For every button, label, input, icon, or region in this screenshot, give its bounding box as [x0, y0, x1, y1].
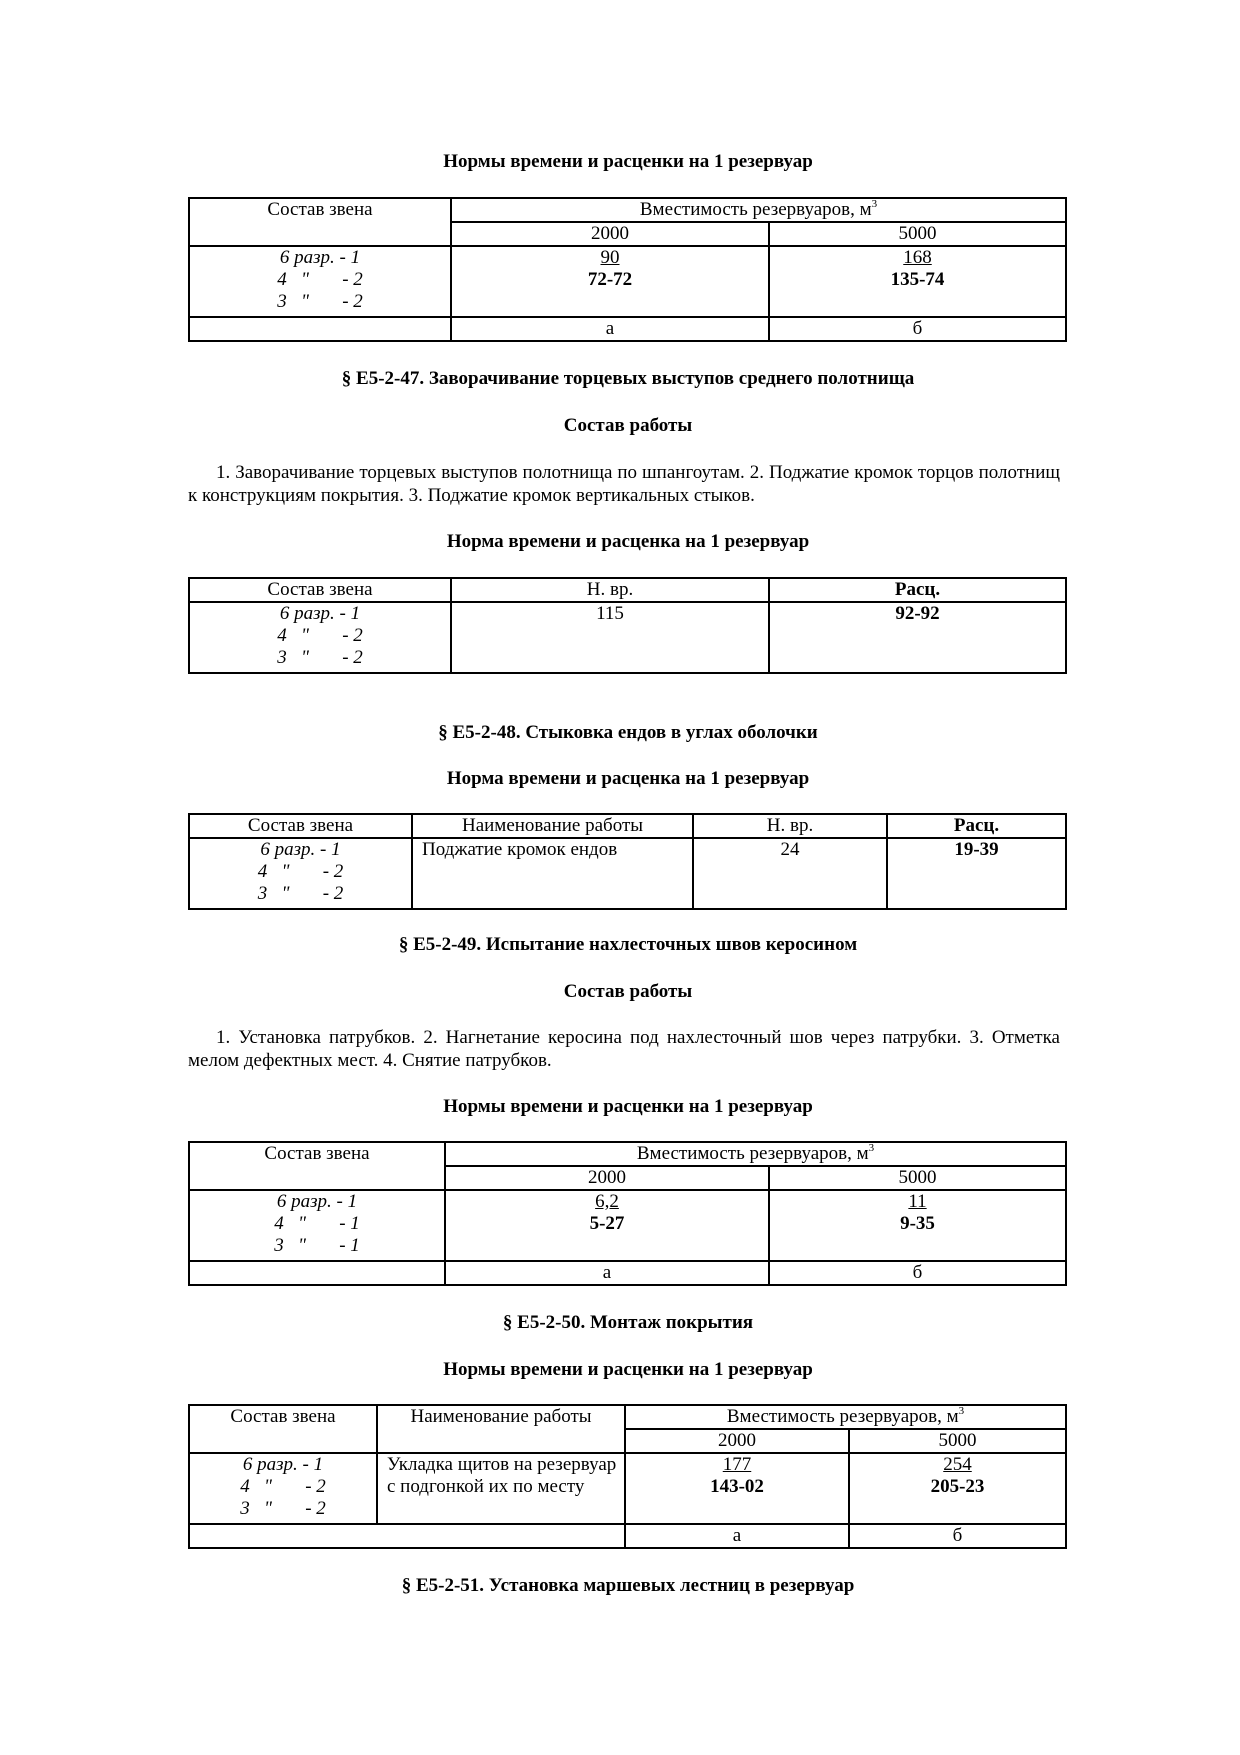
norm-title-48: Норма времени и расценка на 1 резервуар [446, 768, 810, 789]
section-title-48: § Е5-2-48. Стыковка ендов в углах оболочки [438, 722, 818, 743]
header-crew: Состав звена [189, 198, 451, 246]
value-cell-2000: 6,2 5-27 [445, 1190, 769, 1261]
crew-composition: 6 разр. - 1 4 " - 2 3 " - 2 [189, 1453, 377, 1524]
header-crew: Состав звена [189, 814, 412, 838]
section-title-50: § Е5-2-50. Монтаж покрытия [502, 1312, 754, 1333]
work-name: Поджатие кромок ендов [412, 838, 693, 909]
index-empty-cell [189, 317, 451, 341]
work-name: Укладка щитов на резервуар с подгонкой их по месту [377, 1453, 625, 1524]
price-value: 92-92 [769, 602, 1066, 673]
work-composition-title-49: Состав работы [563, 981, 693, 1002]
header-capacity-2000: 2000 [451, 222, 769, 246]
norm-value: 115 [451, 602, 769, 673]
crew-composition: 6 разр. - 1 4 " - 1 3 " - 1 [189, 1190, 445, 1261]
norm-value: 24 [693, 838, 887, 909]
section-title-47: § Е5-2-47. Заворачивание торцевых выступов среднего полотнища [341, 368, 915, 389]
header-capacity-2000: 2000 [625, 1429, 849, 1453]
norms-table-49 [188, 1141, 1067, 1286]
norms-table-1 [188, 197, 1067, 342]
header-norm: Н. вр. [693, 814, 887, 838]
crew-composition: 6 разр. - 1 4 " - 2 3 " - 2 [189, 246, 451, 317]
column-index-a: а [625, 1524, 849, 1548]
column-index-b: б [849, 1524, 1066, 1548]
index-empty-cell [189, 1524, 625, 1548]
crew-composition: 6 разр. - 1 4 " - 2 3 " - 2 [189, 838, 412, 909]
value-cell-5000: 11 9-35 [769, 1190, 1066, 1261]
norm-title-47: Норма времени и расценка на 1 резервуар [446, 531, 810, 552]
header-capacity-5000: 5000 [769, 222, 1066, 246]
column-index-b: б [769, 317, 1066, 341]
section-title-49: § Е5-2-49. Испытание нахлесточных швов керосином [398, 934, 858, 955]
column-index-a: а [445, 1261, 769, 1285]
norms-table-50 [188, 1404, 1067, 1549]
header-capacity-2000: 2000 [445, 1166, 769, 1190]
header-crew: Состав звена [189, 1405, 377, 1453]
header-norm: Н. вр. [451, 578, 769, 602]
header-capacity: Вместимость резервуаров, $м^3$ [445, 1142, 1066, 1166]
norms-table-47 [188, 577, 1067, 674]
section-title-51: § Е5-2-51. Установка маршевых лестниц в резервуар [401, 1575, 855, 1596]
header-capacity: Вместимость резервуаров, $м^3$ [625, 1405, 1066, 1429]
header-price: Расц. [887, 814, 1066, 838]
price-value: 19-39 [887, 838, 1066, 909]
work-composition-text-47: 1. Заворачивание торцевых выступов полотнища по шпангоутам. 2. Поджатие кромок торцов полотнищ к конструкциям покрытия. 3. Поджатие кромок вертикальных стыков. [188, 462, 1060, 506]
column-index-b: б [769, 1261, 1066, 1285]
header-work-name: Наименование работы [412, 814, 693, 838]
value-cell-2000: 90 72-72 [451, 246, 769, 317]
index-empty-cell [189, 1261, 445, 1285]
value-cell-2000: 177 143-02 [625, 1453, 849, 1524]
value-cell-5000: 168 135-74 [769, 246, 1066, 317]
column-index-a: а [451, 317, 769, 341]
work-composition-text-49: 1. Установка патрубков. 2. Нагнетание керосина под нахлесточный шов через патрубки. 3. Отметка мелом дефектных мест. 4. Снятие патрубков. [188, 1027, 1060, 1071]
header-work-name: Наименование работы [377, 1405, 625, 1453]
header-capacity-5000: 5000 [769, 1166, 1066, 1190]
norms-title-49: Нормы времени и расценки на 1 резервуар [443, 1096, 813, 1117]
norms-title-1: Нормы времени и расценки на 1 резервуар [443, 151, 813, 172]
norms-table-48 [188, 813, 1067, 910]
crew-composition: 6 разр. - 1 4 " - 2 3 " - 2 [189, 602, 451, 673]
header-capacity: Вместимость резервуаров, $м^3$ [451, 198, 1066, 222]
header-capacity-5000: 5000 [849, 1429, 1066, 1453]
header-price: Расц. [769, 578, 1066, 602]
work-composition-title-47: Состав работы [563, 415, 693, 436]
header-crew: Состав звена [189, 1142, 445, 1190]
norms-title-50: Нормы времени и расценки на 1 резервуар [443, 1359, 813, 1380]
value-cell-5000: 254 205-23 [849, 1453, 1066, 1524]
header-crew: Состав звена [189, 578, 451, 602]
